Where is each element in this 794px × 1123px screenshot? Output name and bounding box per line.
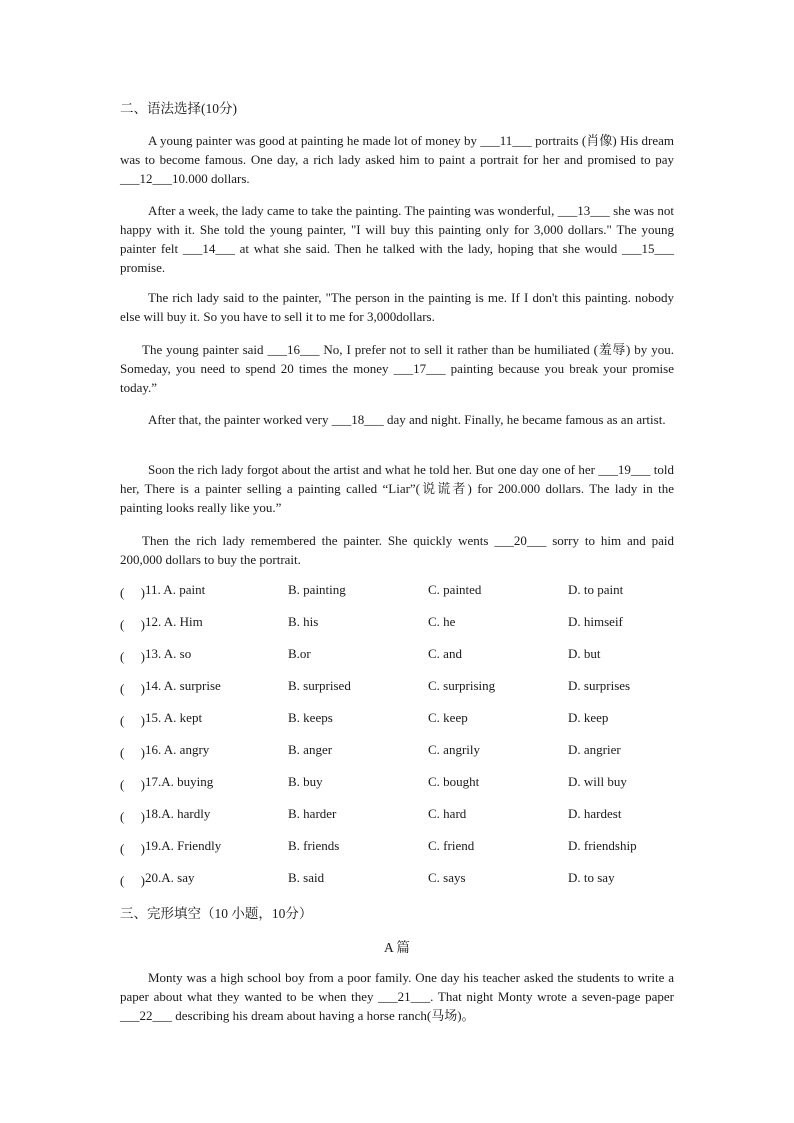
option-c: C. surprising <box>428 678 496 693</box>
option-b: B. friends <box>288 838 340 853</box>
option-d: D. surprises <box>568 678 631 693</box>
question-row-11 <box>120 582 680 614</box>
option-a: 17.A. buying <box>145 774 214 789</box>
passage-paragraph-1: A young painter was good at painting he made lot of money by ___11___ portraits (肖像) His dream was to become famous. One day, a rich lady asked him to paint a portrait for her and promised to pay ___12___10.000 dollars. <box>120 133 674 186</box>
question-row-18 <box>120 806 680 838</box>
option-b: B. said <box>288 870 325 885</box>
option-a: 14. A. surprise <box>145 678 221 693</box>
answer-blank[interactable]: ( ) <box>120 649 145 664</box>
answer-blank[interactable]: ( ) <box>120 841 145 856</box>
passage-paragraph-2: After a week, the lady came to take the painting. The painting was wonderful, ___13___ she was not happy with it. She told the young painter, "I will buy this painting only for 3,000 dollars." The young painter felt ___14___ at what she said. Then he talked with the lady, hoping that she would ___15___ promise. <box>120 203 674 275</box>
answer-blank[interactable]: ( ) <box>120 617 145 632</box>
option-b: B. keeps <box>288 710 333 725</box>
question-row-13 <box>120 646 680 678</box>
option-a: 20.A. say <box>145 870 195 885</box>
option-b: B. his <box>288 614 319 629</box>
option-c: C. says <box>428 870 466 885</box>
option-d: D. will buy <box>568 774 627 789</box>
option-c: C. and <box>428 646 462 661</box>
section-2-heading: 二、语法选择(10分) <box>120 101 237 116</box>
question-row-14 <box>120 678 680 710</box>
passage-paragraph-7: Then the rich lady remembered the painter. She quickly wents ___20___ sorry to him and paid 200,000 dollars to buy the portrait. <box>120 533 674 567</box>
question-row-15 <box>120 710 680 742</box>
option-a: 11. A. paint <box>145 582 206 597</box>
option-d: D. angrier <box>568 742 621 757</box>
option-d: D. to say <box>568 870 615 885</box>
option-b: B.or <box>288 646 311 661</box>
question-options-list <box>120 582 680 902</box>
option-b: B. harder <box>288 806 337 821</box>
question-row-12 <box>120 614 680 646</box>
answer-blank[interactable]: ( ) <box>120 873 145 888</box>
question-row-17 <box>120 774 680 806</box>
option-d: D. but <box>568 646 601 661</box>
option-a: 15. A. kept <box>145 710 203 725</box>
section-3-heading: 三、完形填空（10 小题，10分） <box>120 906 313 921</box>
option-b: B. surprised <box>288 678 351 693</box>
question-row-20 <box>120 870 680 902</box>
option-c: C. friend <box>428 838 475 853</box>
passage-a-paragraph: Monty was a high school boy from a poor family. One day his teacher asked the students to write a paper about what they wanted to be when they ___21___. That night Monty wrote a seven-page paper ___22___ describing his dream about having a horse ranch(马场)。 <box>120 970 674 1023</box>
option-d: D. keep <box>568 710 609 725</box>
option-a: 18.A. hardly <box>145 806 211 821</box>
option-c: C. he <box>428 614 456 629</box>
answer-blank[interactable]: ( ) <box>120 713 145 728</box>
option-d: D. himseif <box>568 614 623 629</box>
option-a: 16. A. angry <box>145 742 210 757</box>
option-d: D. hardest <box>568 806 622 821</box>
answer-blank[interactable]: ( ) <box>120 809 145 824</box>
answer-blank[interactable]: ( ) <box>120 777 145 792</box>
option-b: B. painting <box>288 582 346 597</box>
option-d: D. to paint <box>568 582 624 597</box>
answer-blank[interactable]: ( ) <box>120 585 145 600</box>
option-c: C. painted <box>428 582 482 597</box>
passage-paragraph-5: After that, the painter worked very ___18___ day and night. Finally, he became famous as an artist. <box>148 412 666 427</box>
answer-blank[interactable]: ( ) <box>120 681 145 696</box>
option-b: B. anger <box>288 742 333 757</box>
option-c: C. angrily <box>428 742 480 757</box>
passage-a-title: A 篇 <box>384 940 410 955</box>
question-row-16 <box>120 742 680 774</box>
option-a: 12. A. Him <box>145 614 203 629</box>
option-c: C. bought <box>428 774 480 789</box>
option-b: B. buy <box>288 774 323 789</box>
passage-paragraph-4: The young painter said ___16___ No, I prefer not to sell it rather than be humiliated (羞辱) by you. Someday, you need to spend 20 times the money ___17___ painting because you break your promise today.” <box>120 342 674 395</box>
option-a: 13. A. so <box>145 646 192 661</box>
option-a: 19.A. Friendly <box>145 838 222 853</box>
option-d: D. friendship <box>568 838 637 853</box>
passage-paragraph-6: Soon the rich lady forgot about the artist and what he told her. But one day one of her ___19___ told her, There is a painter selling a painting called “Liar”(说谎者) for 200.000 dollars. The lady in the painting looks really like you.” <box>120 462 674 515</box>
passage-paragraph-3: The rich lady said to the painter, "The person in the painting is me. If I don't this painting. nobody else will buy it. So you have to sell it to me for 3,000dollars. <box>120 290 674 324</box>
option-c: C. keep <box>428 710 468 725</box>
option-c: C. hard <box>428 806 467 821</box>
answer-blank[interactable]: ( ) <box>120 745 145 760</box>
question-row-19 <box>120 838 680 870</box>
